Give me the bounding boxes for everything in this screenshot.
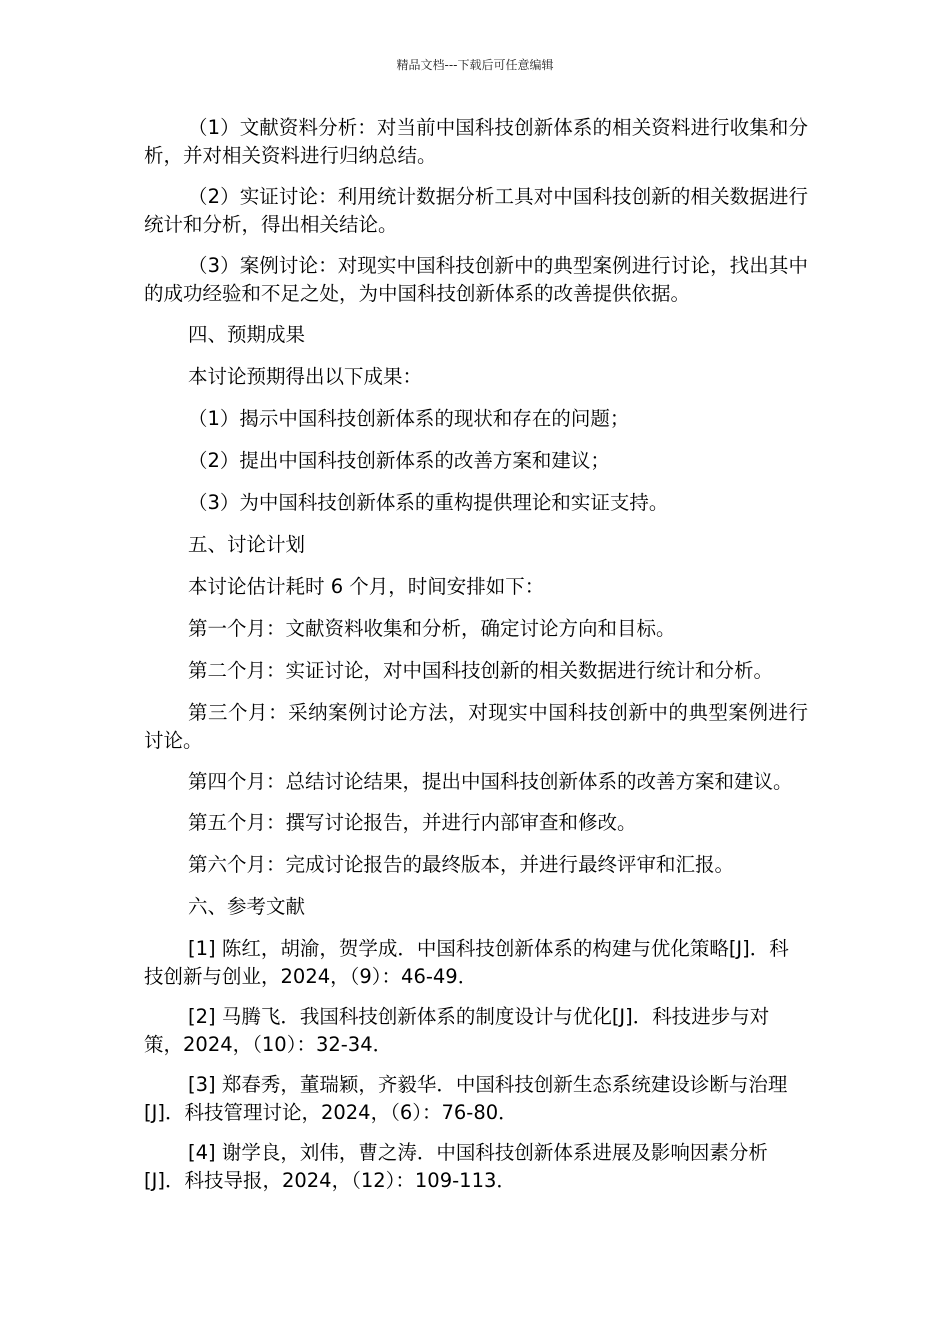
expected-result-item-1: （1）揭示中国科技创新体系的现状和存在的问题； [188, 407, 630, 430]
method-case-discussion: （3）案例讨论：对现实中国科技创新中的典型案例进行讨论，找出其中的成功经验和不足之处，为中国科技创新体系的改善提供依据。 [144, 254, 808, 305]
reference-item-4: [4] 谢学良，刘伟，曹之涛．中国科技创新体系进展及影响因素分析[J]．科技导报，2024，（12）：109-113． [144, 1141, 768, 1192]
plan-month-3: 第三个月：采纳案例讨论方法，对现实中国科技创新中的典型案例进行讨论。 [144, 701, 808, 752]
plan-month-1: 第一个月：文献资料收集和分析，确定讨论方向和目标。 [188, 617, 676, 640]
expected-result-item-3: （3）为中国科技创新体系的重构提供理论和实证支持。 [188, 491, 669, 514]
section-heading-references: 六、参考文献 [188, 895, 306, 918]
plan-month-6: 第六个月：完成讨论报告的最终版本，并进行最终评审和汇报。 [188, 853, 735, 876]
reference-item-1: [1] 陈红，胡渝，贺学成．中国科技创新体系的构建与优化策略[J]．科技创新与创业，2024，（9）：46-49． [144, 937, 789, 988]
reference-item-3: [3] 郑春秀，董瑞颖，齐毅华．中国科技创新生态系统建设诊断与治理[J]．科技管理讨论，2024，（6）：76-80． [144, 1073, 788, 1124]
plan-month-4: 第四个月：总结讨论结果，提出中国科技创新体系的改善方案和建议。 [188, 770, 793, 793]
page-header: 精品文档---下载后可任意编辑 [396, 58, 554, 72]
document-body [144, 114, 808, 1207]
section-heading-plan: 五、讨论计划 [188, 533, 306, 556]
expected-result-item-2: （2）提出中国科技创新体系的改善方案和建议； [188, 449, 610, 472]
method-empirical-discussion: （2）实证讨论：利用统计数据分析工具对中国科技创新的相关数据进行统计和分析，得出相关结论。 [144, 185, 808, 236]
expected-results-intro: 本讨论预期得出以下成果： [188, 365, 423, 388]
method-literature-analysis: （1）文献资料分析：对当前中国科技创新体系的相关资料进行收集和分析，并对相关资料进行归纳总结。 [144, 116, 808, 167]
reference-item-2: [2] 马腾飞．我国科技创新体系的制度设计与优化[J]．科技进步与对策，2024，（10）：32-34． [144, 1005, 770, 1056]
plan-month-5: 第五个月：撰写讨论报告，并进行内部审查和修改。 [188, 811, 637, 834]
section-heading-expected-results: 四、预期成果 [188, 323, 306, 346]
plan-month-2: 第二个月：实证讨论，对中国科技创新的相关数据进行统计和分析。 [188, 659, 774, 682]
plan-intro: 本讨论估计耗时 6 个月，时间安排如下： [188, 575, 545, 598]
